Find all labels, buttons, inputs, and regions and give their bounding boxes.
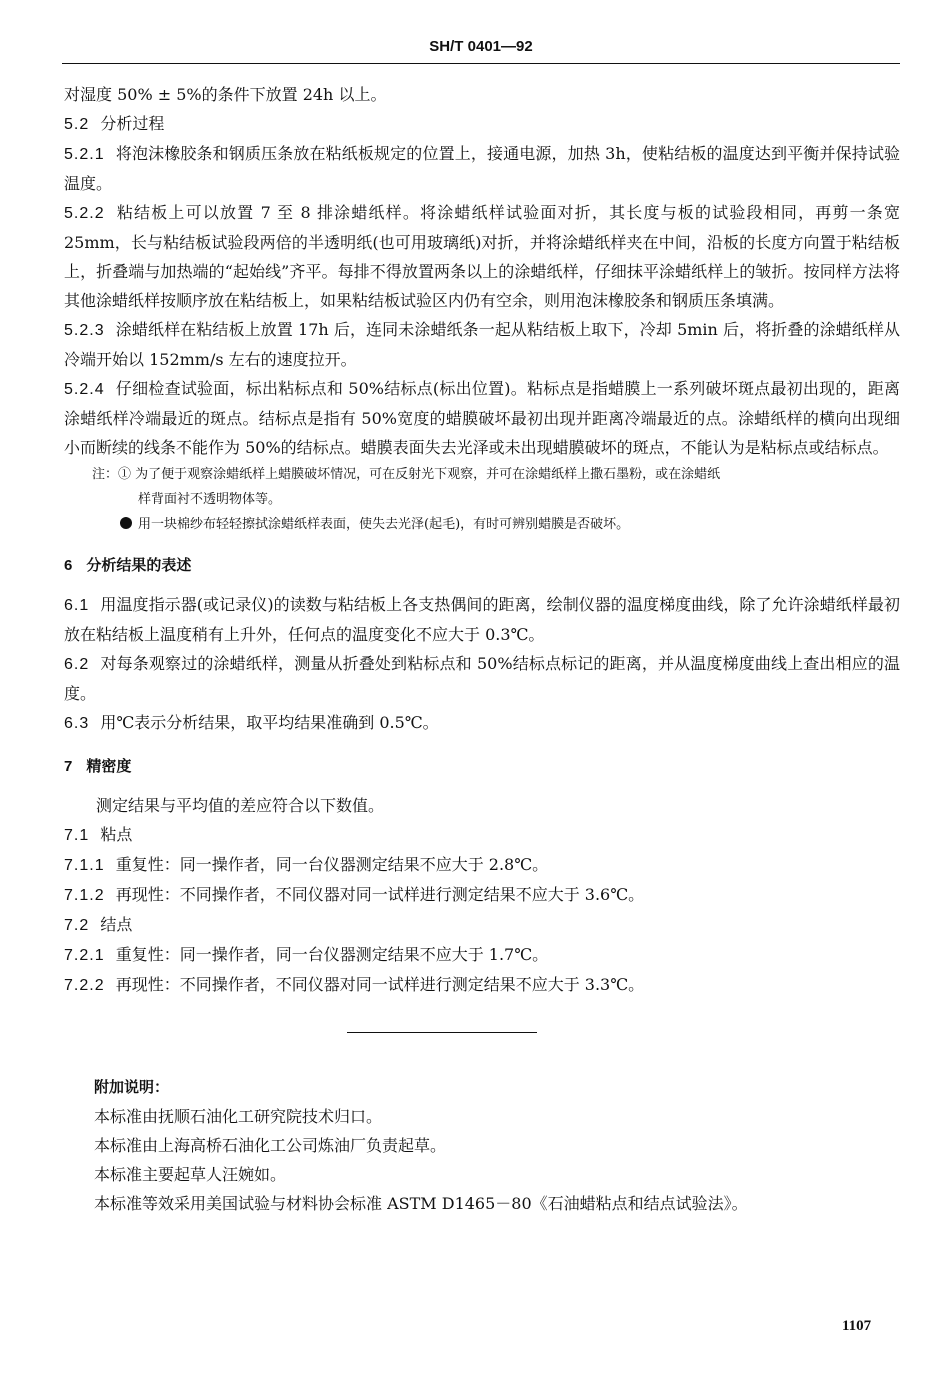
paragraph-continued: 对湿度 50% ± 5%的条件下放置 24h 以上。 — [64, 85, 387, 104]
note-2-text: 用一块棉纱布轻轻擦拭涂蜡纸样表面，使失去光泽(起毛)，有时可辨别蜡膜是否破坏。 — [138, 517, 630, 532]
clause-number: 5.2 — [64, 116, 90, 133]
clause-text: 重复性：同一操作者，同一台仪器测定结果不应大于 2.8℃。 — [115, 855, 549, 874]
note-1-line-2: 样背面衬不透明物体等。 — [138, 492, 282, 507]
clause-number: 7.1.2 — [64, 887, 105, 904]
addendum-line: 本标准主要起草人汪婉如。 — [94, 1165, 287, 1184]
clause-7-1-2 — [64, 880, 900, 910]
standard-code-header: SH/T 0401—92 — [429, 38, 533, 55]
note-1 — [92, 462, 900, 512]
clause-5-2 — [64, 109, 900, 139]
clause-7-2-2 — [64, 970, 900, 1000]
section-number: 7 — [64, 758, 73, 775]
clause-number: 7.2.2 — [64, 977, 105, 994]
clause-6-1 — [64, 590, 900, 649]
clause-5-2-1 — [64, 139, 900, 198]
section-6-heading — [64, 551, 900, 580]
clause-number: 7.2.1 — [64, 947, 105, 964]
clause-number: 5.2.2 — [64, 205, 105, 222]
clause-title: 结点 — [100, 915, 133, 934]
end-of-standard-rule — [347, 1032, 537, 1033]
clause-5-2-3 — [64, 315, 900, 374]
bullet-dot-icon — [120, 517, 132, 529]
addendum-line: 本标准由上海高桥石油化工公司炼油厂负责起草。 — [94, 1136, 447, 1155]
clause-title: 粘点 — [100, 825, 133, 844]
clause-number: 7.1 — [64, 827, 90, 844]
clause-number: 6.2 — [64, 656, 90, 673]
addendum-line: 本标准等效采用美国试验与材料协会标准 ASTM D1465－80《石油蜡粘点和结点试验法》。 — [94, 1194, 748, 1213]
clause-text: 用温度指示器(或记录仪)的读数与粘结板上各支热偶间的距离，绘制仪器的温度梯度曲线，除了允许涂蜡纸样最初放在粘结板上温度稍有上升外，任何点的温度变化不应大于 0.3℃。 — [64, 595, 900, 644]
clause-text: 仔细检查试验面，标出粘标点和 50%结标点(标出位置)。粘标点是指蜡膜上一系列破坏斑点最初出现的，距离涂蜡纸样冷端最近的斑点。结标点是指有 50%宽度的蜡膜破坏最初出现并距离冷端最近的点。涂蜡纸样的横向出现细小而断续的线条不能作为 50%的结标点。蜡膜表面失去光泽或未出现蜡膜破坏的斑点，不能认为是粘标点或结标点。 — [64, 379, 900, 457]
note-2 — [120, 512, 900, 537]
section-title: 分析结果的表述 — [86, 557, 192, 574]
page-number: 1107 — [842, 1318, 872, 1334]
section-7-heading — [64, 752, 900, 781]
clause-title: 分析过程 — [100, 114, 165, 133]
clause-text: 重复性：同一操作者，同一台仪器测定结果不应大于 1.7℃。 — [115, 945, 549, 964]
addendum — [94, 1073, 900, 1218]
clause-number: 5.2.4 — [64, 381, 105, 398]
clause-text: 用℃表示分析结果，取平均结果准确到 0.5℃。 — [100, 713, 439, 732]
clause-5-2-4 — [64, 374, 900, 462]
clause-text: 将泡沫橡胶条和钢质压条放在粘纸板规定的位置上，接通电源，加热 3h，使粘结板的温度达到平衡并保持试验温度。 — [64, 144, 900, 193]
clause-7-2-1 — [64, 940, 900, 970]
clause-number: 5.2.3 — [64, 322, 105, 339]
clause-number: 6.1 — [64, 597, 90, 614]
clause-number: 7.2 — [64, 917, 90, 934]
clause-7-2 — [64, 910, 900, 940]
section-number: 6 — [64, 557, 73, 574]
addendum-title: 附加说明： — [94, 1079, 170, 1096]
clause-number: 6.3 — [64, 715, 90, 732]
clause-text: 再现性：不同操作者，不同仪器对同一试样进行测定结果不应大于 3.6℃。 — [115, 885, 645, 904]
clause-text: 涂蜡纸样在粘结板上放置 17h 后，连同未涂蜡纸条一起从粘结板上取下，冷却 5min 后，将折叠的涂蜡纸样从冷端开始以 152mm/s 左右的速度拉开。 — [64, 320, 900, 369]
header-rule — [62, 63, 900, 64]
clause-text: 再现性：不同操作者，不同仪器对同一试样进行测定结果不应大于 3.3℃。 — [115, 975, 645, 994]
section-7-intro: 测定结果与平均值的差应符合以下数值。 — [96, 796, 385, 815]
clause-text: 对每条观察过的涂蜡纸样，测量从折叠处到粘标点和 50%结标点标记的距离，并从温度梯度曲线上查出相应的温度。 — [64, 654, 900, 703]
clause-text: 粘结板上可以放置 7 至 8 排涂蜡纸样。将涂蜡纸样试验面对折，其长度与板的试验段相同，再剪一条宽 25mm，长与粘结板试验段两倍的半透明纸(也可用玻璃纸)对折，并将涂蜡纸样夹在中间，沿板的长度方向置于粘结板上，折叠端与加热端的“起始线”齐平。每排不得放置两条以上的涂蜡纸样，仔细抹平涂蜡纸样上的皱折。按同样方法将其他涂蜡纸样按顺序放在粘结板上，如果粘结板试验区内仍有空余，则用泡沫橡胶条和钢质压条填满。 — [64, 203, 900, 310]
note-1-line-1: 注：① 为了便于观察涂蜡纸样上蜡膜破坏情况，可在反射光下观察，并可在涂蜡纸样上撒石墨粉，或在涂蜡纸 — [92, 467, 721, 482]
clause-6-3 — [64, 708, 900, 738]
document-body — [64, 80, 900, 1218]
clause-number: 5.2.1 — [64, 146, 105, 163]
section-title: 精密度 — [86, 758, 132, 775]
clause-5-2-2 — [64, 198, 900, 315]
clause-6-2 — [64, 649, 900, 708]
clause-7-1-1 — [64, 850, 900, 880]
addendum-line: 本标准由抚顺石油化工研究院技术归口。 — [94, 1107, 383, 1126]
clause-number: 7.1.1 — [64, 857, 105, 874]
clause-7-1 — [64, 820, 900, 850]
